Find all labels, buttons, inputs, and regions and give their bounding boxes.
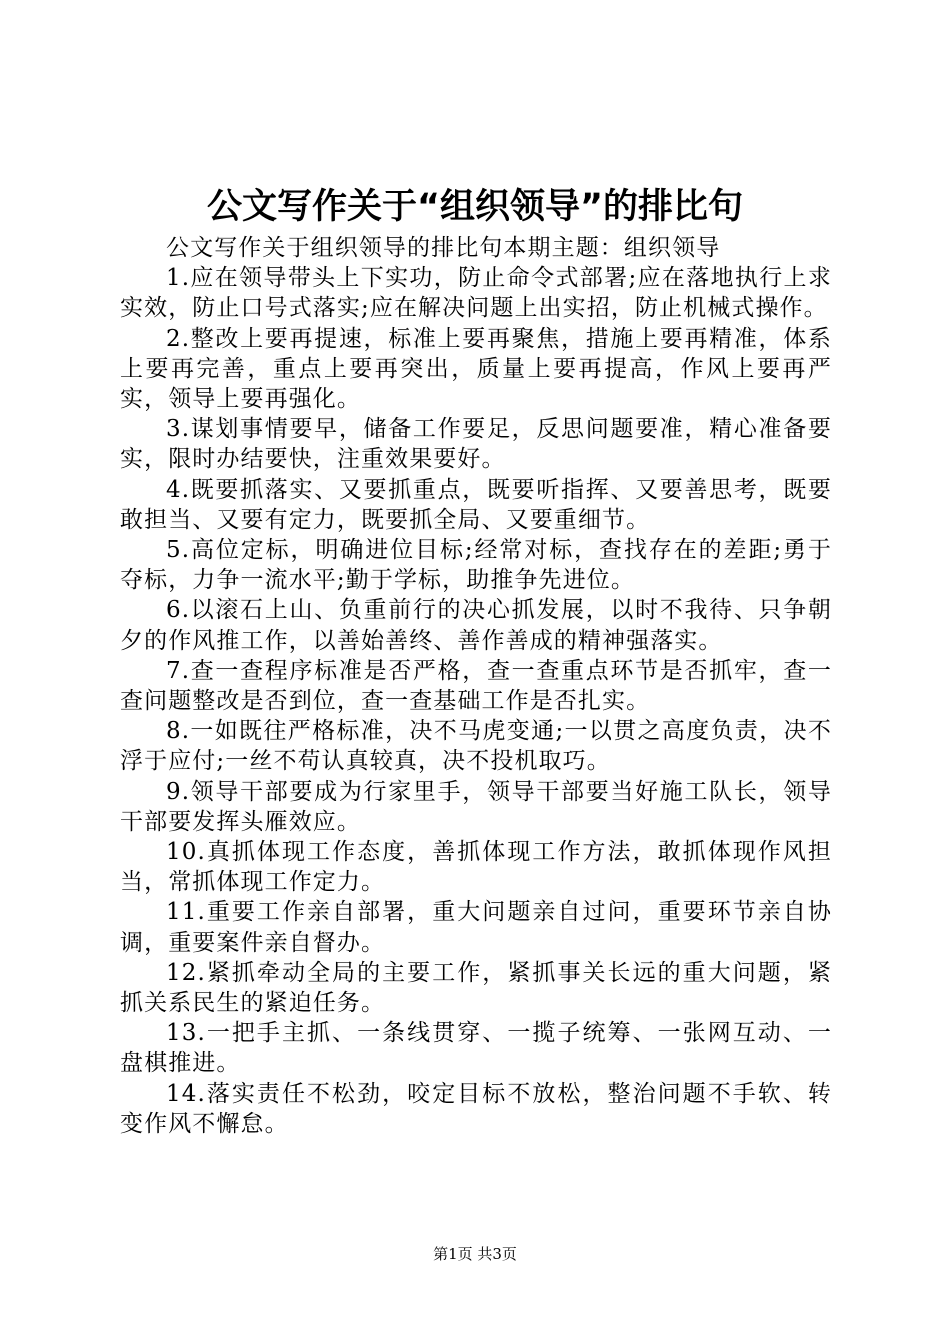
list-item: 1.应在领导带头上下实功，防止命令式部署;应在落地执行上求实效，防止口号式落实;应在解决问题上出实招，防止机械式操作。 bbox=[120, 265, 832, 322]
list-item: 6.以滚石上山、负重前行的决心抓发展，以时不我待、只争朝夕的作风推工作，以善始善终、善作善成的精神强落实。 bbox=[120, 597, 832, 654]
list-item: 4.既要抓落实、又要抓重点，既要听指挥、又要善思考，既要敢担当、又要有定力，既要抓全局、又要重细节。 bbox=[120, 476, 832, 533]
page-footer: 第1页 共3页 bbox=[433, 1245, 517, 1263]
document-title: 公文写作关于“组织领导”的排比句 bbox=[206, 187, 743, 227]
list-item: 13.一把手主抓、一条线贯穿、一揽子统筹、一张网互动、一盘棋推进。 bbox=[120, 1020, 832, 1077]
document-body bbox=[120, 233, 832, 1139]
list-item: 3.谋划事情要早，储备工作要足，反思问题要准，精心准备要实，限时办结要快，注重效果要好。 bbox=[120, 416, 832, 473]
list-item: 11.重要工作亲自部署，重大问题亲自过问，重要环节亲自协调，重要案件亲自督办。 bbox=[120, 899, 832, 956]
list-item: 12.紧抓牵动全局的主要工作，紧抓事关长远的重大问题，紧抓关系民生的紧迫任务。 bbox=[120, 959, 832, 1017]
list-item: 7.查一查程序标准是否严格，查一查重点环节是否抓牢，查一查问题整改是否到位，查一查基础工作是否扎实。 bbox=[120, 657, 832, 715]
list-item: 5.高位定标，明确进位目标;经常对标，查找存在的差距;勇于夺标，力争一流水平;勤于学标，助推争先进位。 bbox=[120, 537, 832, 594]
intro-paragraph: 公文写作关于组织领导的排比句本期主题：组织领导 bbox=[166, 235, 721, 261]
list-item: 9.领导干部要成为行家里手，领导干部要当好施工队长，领导干部要发挥头雁效应。 bbox=[120, 778, 832, 835]
list-item: 8.一如既往严格标准，决不马虎变通;一以贯之高度负责，决不浮于应付;一丝不苟认真较真，决不投机取巧。 bbox=[120, 718, 832, 775]
list-item: 14.落实责任不松劲，咬定目标不放松，整治问题不手软、转变作风不懈怠。 bbox=[120, 1080, 832, 1137]
list-item: 2.整改上要再提速，标准上要再聚焦，措施上要再精准，体系上要再完善，重点上要再突出，质量上要再提高，作风上要再严实，领导上要再强化。 bbox=[120, 325, 832, 413]
list-item: 10.真抓体现工作态度，善抓体现工作方法，敢抓体现作风担当，常抓体现工作定力。 bbox=[120, 839, 832, 896]
